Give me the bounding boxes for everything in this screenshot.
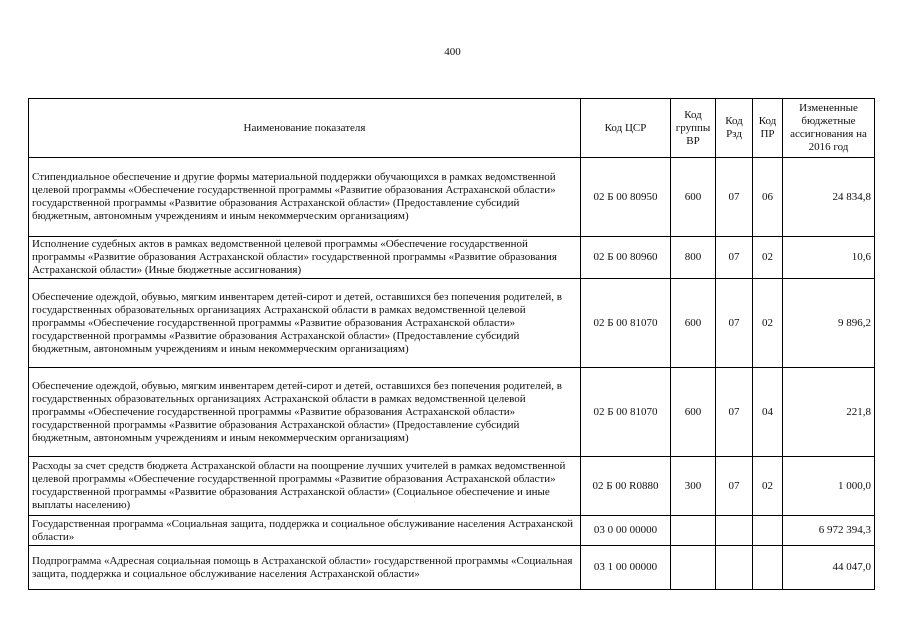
- table-row: [29, 516, 875, 546]
- row-vr-code: 300: [671, 457, 716, 516]
- row-rzd-code: [716, 546, 753, 590]
- row-pr-code: 02: [753, 237, 783, 279]
- row-pr-code: 02: [753, 457, 783, 516]
- table-row: [29, 279, 875, 368]
- row-vr-code: 600: [671, 158, 716, 237]
- row-csr-code: 02 Б 00 80950: [581, 158, 671, 237]
- header-pr-code: Код ПР: [753, 99, 783, 158]
- row-vr-code: 800: [671, 237, 716, 279]
- table-row: [29, 546, 875, 590]
- row-vr-code: [671, 516, 716, 546]
- row-csr-code: 03 0 00 00000: [581, 516, 671, 546]
- row-pr-code: [753, 546, 783, 590]
- row-amount: 6 972 394,3: [783, 516, 875, 546]
- row-csr-code: 02 Б 00 81070: [581, 368, 671, 457]
- header-rzd-code: Код Рзд: [716, 99, 753, 158]
- header-vr-code: Код группы ВР: [671, 99, 716, 158]
- table-row: [29, 457, 875, 516]
- row-rzd-code: [716, 516, 753, 546]
- row-name: Подпрограмма «Адресная социальная помощь в Астраханской области» государственной программы «Социальная защита, поддержка и социальное обслуживание населения Астраханской области»: [29, 546, 581, 590]
- row-name: Государственная программа «Социальная защита, поддержка и социальное обслуживание населения Астраханской области»: [29, 516, 581, 546]
- row-rzd-code: 07: [716, 457, 753, 516]
- row-rzd-code: 07: [716, 279, 753, 368]
- row-amount: 1 000,0: [783, 457, 875, 516]
- row-csr-code: 02 Б 00 80960: [581, 237, 671, 279]
- row-rzd-code: 07: [716, 158, 753, 237]
- row-amount: 44 047,0: [783, 546, 875, 590]
- table-row: [29, 237, 875, 279]
- header-amount: Измененные бюджетные ассигнования на 2016 год: [783, 99, 875, 158]
- row-amount: 221,8: [783, 368, 875, 457]
- row-csr-code: 02 Б 00 81070: [581, 279, 671, 368]
- row-amount: 10,6: [783, 237, 875, 279]
- row-vr-code: 600: [671, 279, 716, 368]
- budget-allocations-table: [28, 98, 875, 590]
- table-row: [29, 368, 875, 457]
- row-pr-code: 02: [753, 279, 783, 368]
- row-csr-code: 02 Б 00 R0880: [581, 457, 671, 516]
- row-rzd-code: 07: [716, 368, 753, 457]
- header-name: Наименование показателя: [29, 99, 581, 158]
- table-row: [29, 158, 875, 237]
- row-amount: 24 834,8: [783, 158, 875, 237]
- row-csr-code: 03 1 00 00000: [581, 546, 671, 590]
- row-name: Стипендиальное обеспечение и другие формы материальной поддержки обучающихся в рамках ведомственной целевой программы «Обеспечение государственной программы «Развитие образования Астраханской области» государственной программы «Развитие образования Астраханской области» (Предоставление субсидий бюджетным, автономным учреждениям и иным некоммерческим организациям): [29, 158, 581, 237]
- row-rzd-code: 07: [716, 237, 753, 279]
- row-name: Обеспечение одеждой, обувью, мягким инвентарем детей-сирот и детей, оставшихся без попечения родителей, в государственных образовательных организациях Астраханской области в рамках ведомственной целевой программы «Обеспечение государственной программы «Развитие образования Астраханской области» государственной программы «Развитие образования Астраханской области» (Предоставление субсидий бюджетным, автономным учреждениям и иным некоммерческим организациям): [29, 279, 581, 368]
- row-name: Обеспечение одеждой, обувью, мягким инвентарем детей-сирот и детей, оставшихся без попечения родителей, в государственных образовательных организациях Астраханской области в рамках ведомственной целевой программы «Обеспечение государственной программы «Развитие образования Астраханской области» государственной программы «Развитие образования Астраханской области» (Предоставление субсидий бюджетным, автономным учреждениям и иным некоммерческим организациям): [29, 368, 581, 457]
- row-vr-code: 600: [671, 368, 716, 457]
- row-amount: 9 896,2: [783, 279, 875, 368]
- row-pr-code: 06: [753, 158, 783, 237]
- row-pr-code: [753, 516, 783, 546]
- row-pr-code: 04: [753, 368, 783, 457]
- row-name: Исполнение судебных актов в рамках ведомственной целевой программы «Обеспечение государственной программы «Развитие образования Астраханской области» государственной программы «Развитие образования Астраханской области» (Иные бюджетные ассигнования): [29, 237, 581, 279]
- row-vr-code: [671, 546, 716, 590]
- table-header-row: [29, 99, 875, 158]
- header-csr-code: Код ЦСР: [581, 99, 671, 158]
- row-name: Расходы за счет средств бюджета Астраханской области на поощрение лучших учителей в рамках ведомственной целевой программы «Обеспечение государственной программы «Развитие образования Астраханской области» государственной программы «Развитие образования Астраханской области» (Социальное обеспечение и иные выплаты населению): [29, 457, 581, 516]
- page-number: 400: [444, 46, 461, 58]
